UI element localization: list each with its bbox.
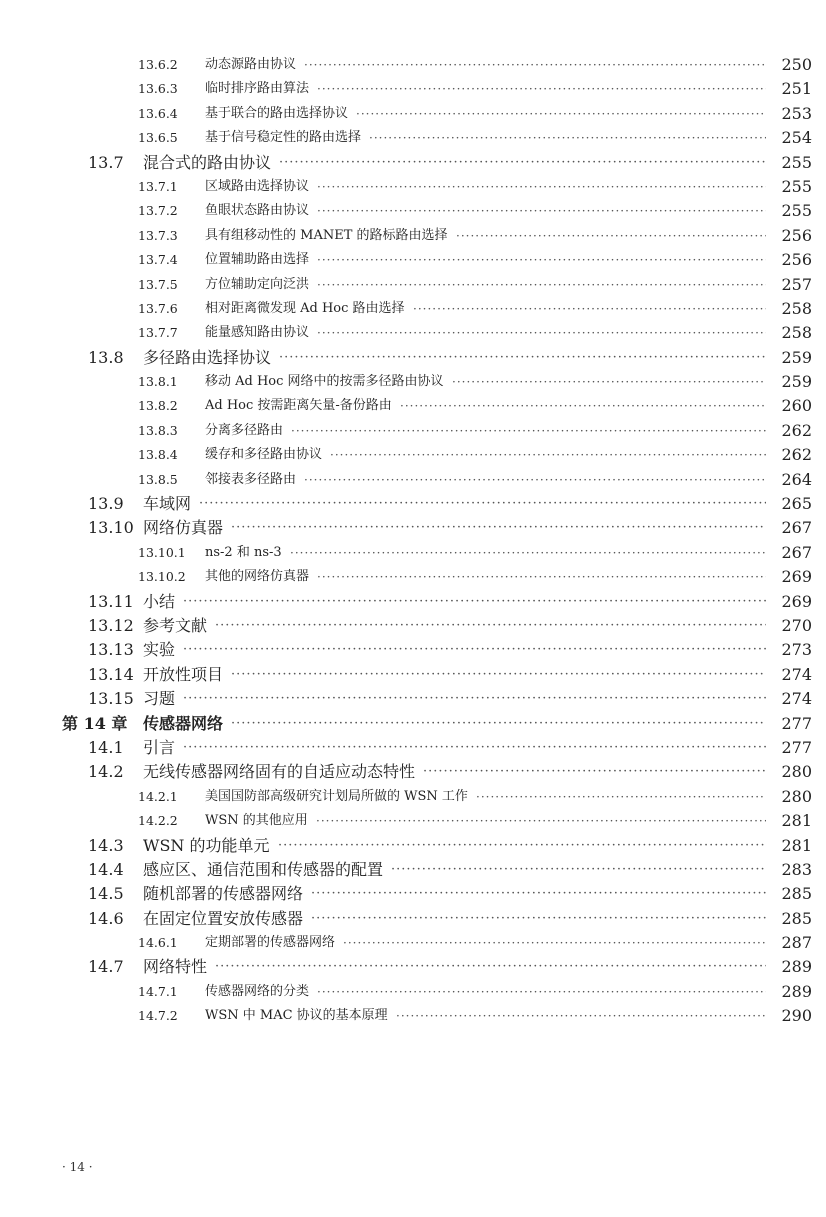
toc-entry [0, 126, 826, 150]
toc-entry-page: 267 [781, 518, 812, 538]
toc-entry [0, 687, 826, 711]
toc-entry-number: 13.10.2 [138, 569, 186, 585]
toc-entry [0, 151, 826, 175]
toc-entry-number: 13.7.1 [138, 178, 178, 194]
toc-entry-number: 13.7 [88, 152, 124, 172]
toc-entry-number: 13.15 [88, 689, 134, 709]
toc-entry-page: 257 [781, 274, 812, 294]
toc-entry-title: 区域路由选择协议 [205, 178, 310, 194]
toc-entry-number: 13.7.2 [138, 203, 178, 219]
dot-leader [231, 712, 766, 736]
dot-leader [279, 346, 766, 370]
toc-entry [0, 321, 826, 345]
toc-entry-page: 253 [781, 103, 812, 123]
dot-leader [231, 663, 766, 687]
toc-entry-title: 相对距离微发现 Ad Hoc 路由选择 [205, 300, 405, 316]
toc-entry-number: 14.7.2 [138, 1008, 178, 1024]
toc-chapter-entry [0, 712, 826, 736]
toc-entry-title: WSN 的其他应用 [205, 813, 308, 829]
toc-entry [0, 858, 826, 882]
dot-leader [413, 297, 766, 321]
toc-entry-title: 定期部署的传感器网络 [205, 935, 336, 951]
toc-entry-page: 255 [781, 176, 812, 196]
toc-entry-page: 259 [781, 372, 812, 392]
toc-entry-number: 13.8.2 [138, 398, 178, 414]
toc-entry-page: 281 [781, 811, 812, 831]
toc-entry-title: 具有组移动性的 MANET 的路标路由选择 [205, 227, 448, 243]
toc-entry-number: 13.6.5 [138, 130, 178, 146]
toc-entry-title: 其他的网络仿真器 [205, 569, 310, 585]
toc-entry-page: 289 [781, 981, 812, 1001]
toc-entry-page: 258 [781, 323, 812, 343]
toc-entry-title: 邻接表多径路由 [205, 471, 297, 487]
toc-entry-page: 254 [781, 128, 812, 148]
toc-entry-number: 14.6 [88, 908, 124, 928]
toc-entry-title: 基于信号稳定性的路由选择 [205, 130, 362, 146]
toc-entry-page: 270 [781, 615, 812, 635]
page-number-footer: · 14 · [62, 1160, 93, 1174]
toc-entry-title: ns-2 和 ns-3 [205, 544, 282, 560]
toc-entry-number: 13.8.1 [138, 374, 178, 390]
toc-entry-page: 262 [781, 420, 812, 440]
dot-leader [304, 468, 766, 492]
dot-leader [343, 931, 766, 955]
toc-entry-number: 13.13 [88, 640, 134, 660]
toc-entry-number: 14.3 [88, 835, 124, 855]
toc-entry [0, 736, 826, 760]
dot-leader [317, 565, 766, 589]
toc-entry-title: 多径路由选择协议 [143, 347, 272, 367]
dot-leader [452, 370, 766, 394]
toc-entry [0, 614, 826, 638]
toc-entry-number: 13.6.2 [138, 57, 178, 72]
toc-entry-title: 随机部署的传感器网络 [143, 884, 304, 904]
dot-leader [183, 687, 766, 711]
toc-entry-title: 引言 [143, 737, 176, 757]
dot-leader [356, 102, 766, 126]
toc-entry-number: 13.10.1 [138, 544, 186, 560]
toc-entry [0, 638, 826, 662]
dot-leader [317, 199, 766, 223]
toc-entry [0, 590, 826, 614]
toc-entry [0, 760, 826, 784]
dot-leader [317, 175, 766, 199]
toc-entry-title: WSN 中 MAC 协议的基本原理 [205, 1008, 388, 1024]
toc-entry-number: 13.11 [88, 591, 134, 611]
toc-entry [0, 809, 826, 833]
dot-leader [400, 394, 766, 418]
toc-entry-title: 基于联合的路由选择协议 [205, 105, 349, 121]
toc-entry-page: 259 [781, 347, 812, 367]
toc-entry-title: 感应区、通信范围和传感器的配置 [143, 859, 384, 879]
toc-entry-title: 能量感知路由协议 [205, 325, 310, 341]
dot-leader [304, 53, 766, 77]
toc-entry [0, 955, 826, 979]
toc-entry [0, 297, 826, 321]
dot-leader [317, 248, 766, 272]
dot-leader [291, 419, 766, 443]
toc-entry-page: 285 [781, 884, 812, 904]
dot-leader [391, 858, 766, 882]
toc-entry-title: 在固定位置安放传感器 [143, 908, 304, 928]
toc-entry-title: 参考文献 [143, 615, 208, 635]
toc-entry-title: 临时排序路由算法 [205, 81, 310, 97]
toc-entry-page: 280 [781, 762, 812, 782]
toc-entry-number: 13.7.7 [138, 325, 178, 341]
dot-leader [330, 443, 766, 467]
toc-entry-page: 256 [781, 225, 812, 245]
toc-entry-number: 14.1 [88, 737, 124, 757]
toc-entry [0, 419, 826, 443]
toc-entry-page: 290 [781, 1006, 812, 1026]
toc-entry [0, 541, 826, 565]
toc-entry-title: 实验 [143, 640, 176, 660]
dot-leader [215, 955, 766, 979]
toc-entry [0, 907, 826, 931]
toc-entry-title: 小结 [143, 591, 176, 611]
toc-entry-title: 移动 Ad Hoc 网络中的按需多径路由协议 [205, 374, 444, 390]
toc-entry [0, 175, 826, 199]
toc-entry-number: 14.5 [88, 884, 124, 904]
dot-leader [231, 516, 766, 540]
toc-entry-page: 285 [781, 908, 812, 928]
toc-entry-number: 13.6.3 [138, 81, 178, 97]
toc-entry-page: 287 [781, 933, 812, 953]
toc-entry-number: 14.7 [88, 957, 124, 977]
toc-entry-title: 混合式的路由协议 [143, 152, 272, 172]
toc-entry-page: 255 [781, 201, 812, 221]
toc-entry-number: 14.4 [88, 859, 124, 879]
dot-leader [215, 614, 766, 638]
toc-entry-title: 网络特性 [143, 957, 208, 977]
toc-entry [0, 394, 826, 418]
toc-entry-page: 283 [781, 859, 812, 879]
toc-entry-page: 250 [781, 55, 812, 74]
toc-entry [0, 468, 826, 492]
toc-entry-page: 269 [781, 591, 812, 611]
toc-entry-number: 14.2.1 [138, 788, 178, 804]
toc-entry-number: 14.6.1 [138, 935, 178, 951]
toc-entry [0, 565, 826, 589]
dot-leader [476, 785, 766, 809]
toc-entry-title: 方位辅助定向泛洪 [205, 276, 310, 292]
toc-entry-page: 256 [781, 250, 812, 270]
toc-entry [0, 931, 826, 955]
toc-entry [0, 980, 826, 1004]
toc-entry-title: 传感器网络的分类 [205, 983, 310, 999]
toc-entry-page: 262 [781, 445, 812, 465]
toc-entry [0, 273, 826, 297]
toc-entry-page: 269 [781, 567, 812, 587]
toc-entry-title: 网络仿真器 [143, 518, 224, 538]
toc-entry-number: 13.7.3 [138, 227, 178, 243]
toc-entry [0, 443, 826, 467]
toc-entry-page: 274 [781, 664, 812, 684]
table-of-contents [0, 53, 826, 1029]
toc-entry-number: 14.2.2 [138, 813, 178, 829]
toc-entry-title: 无线传感器网络固有的自适应动态特性 [143, 762, 416, 782]
toc-entry-page: 260 [781, 396, 812, 416]
toc-entry [0, 77, 826, 101]
toc-entry-number: 13.7.5 [138, 276, 178, 292]
toc-entry-title: Ad Hoc 按需距离矢量-备份路由 [205, 398, 392, 414]
toc-entry [0, 53, 826, 77]
toc-entry-title: 缓存和多径路由协议 [205, 447, 323, 463]
toc-entry-title: 传感器网络 [143, 713, 224, 733]
toc-entry-number: 13.14 [88, 664, 134, 684]
dot-leader [183, 736, 766, 760]
toc-entry-title: 位置辅助路由选择 [205, 252, 310, 268]
dot-leader [183, 590, 766, 614]
toc-entry-page: 277 [781, 713, 812, 733]
toc-entry [0, 102, 826, 126]
toc-entry-page: 258 [781, 298, 812, 318]
dot-leader [317, 980, 766, 1004]
toc-entry [0, 834, 826, 858]
toc-entry-page: 281 [781, 835, 812, 855]
dot-leader [290, 541, 766, 565]
dot-leader [317, 77, 766, 101]
toc-entry-page: 264 [781, 469, 812, 489]
toc-entry [0, 785, 826, 809]
toc-entry-number: 第 14 章 [62, 713, 128, 733]
toc-entry-page: 280 [781, 786, 812, 806]
toc-entry [0, 516, 826, 540]
toc-entry-page: 289 [781, 957, 812, 977]
toc-entry-page: 277 [781, 737, 812, 757]
toc-entry-page: 274 [781, 689, 812, 709]
toc-entry-number: 14.7.1 [138, 983, 178, 999]
toc-entry-number: 13.7.4 [138, 252, 178, 268]
toc-entry-number: 14.2 [88, 762, 124, 782]
dot-leader [369, 126, 766, 150]
toc-entry-number: 13.8 [88, 347, 124, 367]
dot-leader [311, 882, 766, 906]
dot-leader [311, 907, 766, 931]
toc-entry-title: 车域网 [143, 494, 192, 514]
toc-entry-title: 鱼眼状态路由协议 [205, 203, 310, 219]
toc-entry-number: 13.9 [88, 494, 124, 514]
dot-leader [456, 224, 766, 248]
dot-leader [183, 638, 766, 662]
toc-entry-number: 13.12 [88, 615, 134, 635]
toc-entry-page: 273 [781, 640, 812, 660]
dot-leader [279, 151, 766, 175]
dot-leader [423, 760, 766, 784]
dot-leader [317, 321, 766, 345]
toc-entry-number: 13.6.4 [138, 105, 178, 121]
toc-entry-page: 267 [781, 542, 812, 562]
toc-entry-title: 美国国防部高级研究计划局所做的 WSN 工作 [205, 788, 468, 804]
toc-entry [0, 663, 826, 687]
toc-entry-number: 13.10 [88, 518, 134, 538]
toc-entry-title: 习题 [143, 689, 176, 709]
toc-entry-title: WSN 的功能单元 [143, 835, 270, 855]
toc-entry [0, 882, 826, 906]
toc-entry [0, 346, 826, 370]
toc-entry-title: 动态源路由协议 [205, 57, 297, 72]
dot-leader [278, 834, 766, 858]
toc-entry-number: 13.8.5 [138, 471, 178, 487]
toc-entry-title: 分离多径路由 [205, 422, 284, 438]
toc-entry-page: 255 [781, 152, 812, 172]
toc-entry [0, 370, 826, 394]
dot-leader [396, 1004, 766, 1028]
toc-entry [0, 1004, 826, 1028]
toc-entry [0, 248, 826, 272]
toc-entry [0, 224, 826, 248]
toc-entry-number: 13.8.4 [138, 447, 178, 463]
toc-entry-number: 13.7.6 [138, 300, 178, 316]
toc-entry-title: 开放性项目 [143, 664, 224, 684]
dot-leader [316, 809, 766, 833]
toc-entry [0, 199, 826, 223]
toc-entry-number: 13.8.3 [138, 422, 178, 438]
toc-entry [0, 492, 826, 516]
dot-leader [317, 273, 766, 297]
dot-leader [199, 492, 766, 516]
toc-entry-page: 251 [781, 79, 812, 99]
toc-entry-page: 265 [781, 494, 812, 514]
